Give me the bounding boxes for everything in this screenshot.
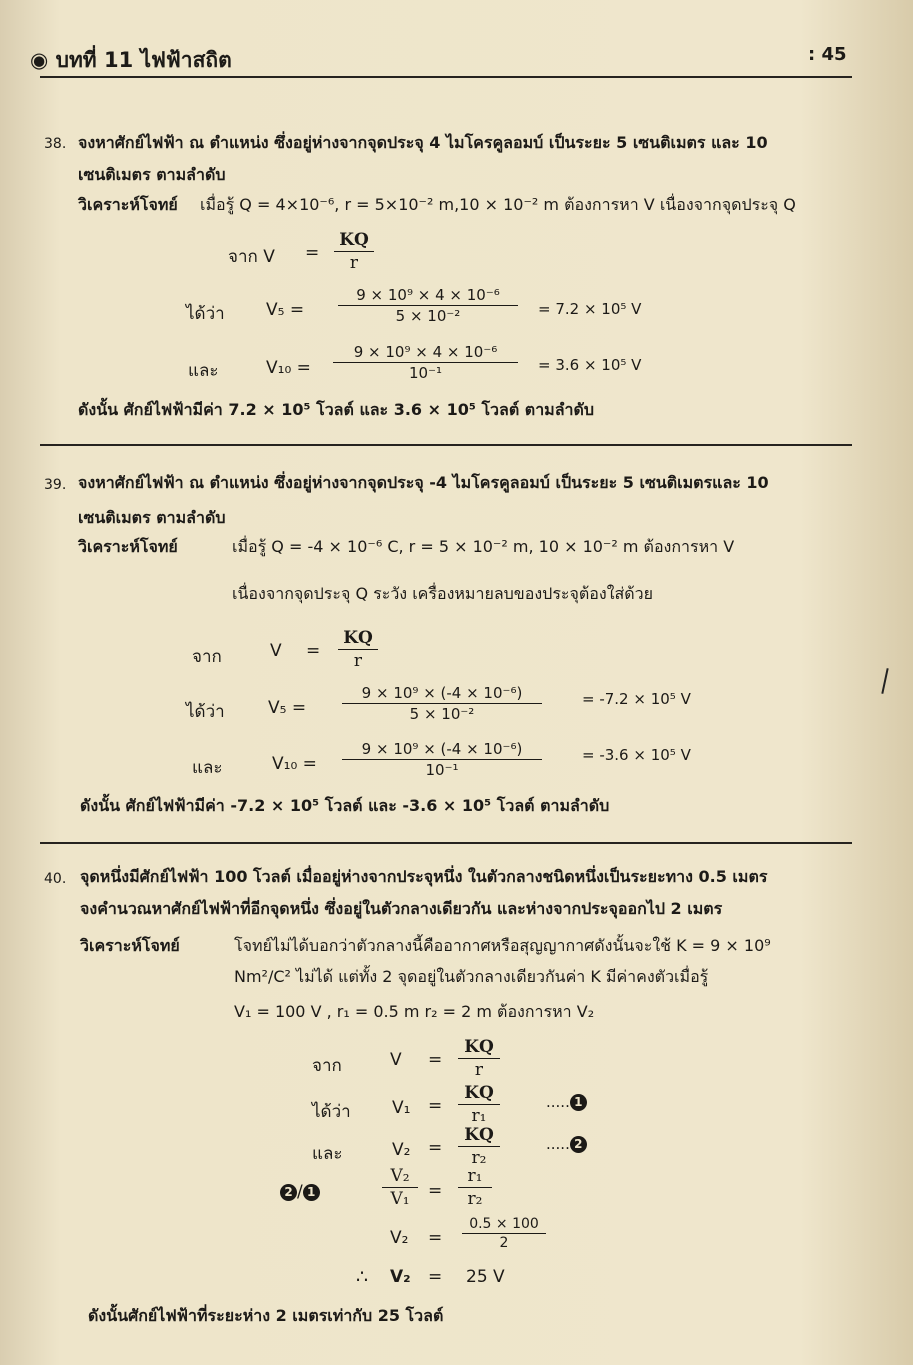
q38-from: จาก V [228, 247, 275, 267]
q40-eq1-numerator: KQ [464, 1083, 494, 1103]
therefore-symbol: ∴ [356, 1266, 369, 1288]
q38-formula-denominator: r [334, 251, 374, 273]
eq-ref-1-badge: 1 [570, 1094, 587, 1111]
q39-analysis-line2: เนื่องจากจุดประจุ Q ระวัง เครื่องหมายลบของประจุต้องใส่ด้วย [232, 584, 654, 603]
q40-ratio-right [458, 1166, 492, 1209]
q40-eq2-denominator: r₂ [458, 1146, 500, 1168]
q39-v10-fraction [342, 740, 542, 779]
q38-v10-result: = 3.6 × 10⁵ V [538, 356, 642, 374]
q39-got: ได้ว่า [186, 702, 225, 722]
q38-divider [40, 444, 852, 446]
q39-text-line2: เซนติเมตร ตามลำดับ [78, 508, 226, 527]
q39-formula-numerator: KQ [343, 628, 373, 648]
q40-eq1-denominator: r₁ [458, 1104, 500, 1126]
q40-ratio-left-numerator: V₂ [390, 1166, 410, 1186]
q39-v10-result: = -3.6 × 10⁵ V [582, 746, 691, 764]
q40-v2-denominator: 2 [462, 1233, 546, 1251]
q40-eq2-fraction [458, 1125, 500, 1168]
q40-v: V [390, 1050, 402, 1070]
q40-eq2: = [428, 1096, 443, 1116]
q39-divider [40, 842, 852, 844]
q40-formula-denominator: r [458, 1058, 500, 1080]
q40-analysis-label: วิเคราะห์โจทย์ [80, 936, 180, 955]
q39-v5-result: = -7.2 × 10⁵ V [582, 690, 691, 708]
q40-and: และ [312, 1144, 343, 1164]
q40-eq6: = [428, 1267, 443, 1287]
q38-analysis: เมื่อรู้ Q = 4×10⁻⁶, r = 5×10⁻² m,10 × 10⁻² m ต้องการหา V เนื่องจากจุดประจุ Q [200, 195, 796, 214]
q40-ratio-left-denominator: V₁ [382, 1187, 418, 1209]
q40-ratio-label: 2 / 1 [280, 1182, 320, 1202]
q40-number: 40. [44, 871, 67, 887]
q38-v5-numerator: 9 × 10⁹ × 4 × 10⁻⁶ [356, 286, 500, 304]
eq-ref-2-badge: 2 [570, 1136, 587, 1153]
q38-conclusion: ดังนั้น ศักย์ไฟฟ้ามีค่า 7.2 × 10⁵ โวลต์ และ 3.6 × 10⁵ โวลต์ ตามลำดับ [78, 400, 595, 419]
q38-v5-fraction [338, 286, 518, 325]
q39-formula-denominator: r [338, 649, 378, 671]
q38-v10-fraction [333, 343, 518, 382]
q40-v2-fraction [462, 1216, 546, 1251]
q40-ratio-right-denominator: r₂ [458, 1187, 492, 1209]
q38-analysis-label: วิเคราะห์โจทย์ [78, 195, 178, 214]
q38-number: 38. [44, 136, 67, 152]
q40-text-line2: จงคำนวณหาศักย์ไฟฟ้าที่อีกจุดหนึ่ง ซึ่งอยู่ในตัวกลางเดียวกัน และห่างจากประจุออกไป 2 เมตร [80, 899, 723, 918]
q40-v2-final: V₂ [390, 1267, 411, 1287]
q40-eq4: = [428, 1181, 443, 1201]
q38-v5-denominator: 5 × 10⁻² [338, 305, 518, 325]
ratio-ref-2-badge: 2 [280, 1184, 297, 1201]
ratio-ref-1-badge: 1 [303, 1184, 320, 1201]
page-number: : 45 [808, 44, 847, 65]
q40-v2-line: V₂ [390, 1228, 409, 1248]
q39-and: และ [192, 758, 223, 778]
q38-v10: V₁₀ = [266, 358, 311, 378]
q40-text-line1: จุดหนึ่งมีศักย์ไฟฟ้า 100 โวลต์ เมื่ออยู่ห่างจากประจุหนึ่ง ในตัวกลางชนิดหนึ่งเป็นระยะทาง 0.5 เมตร [80, 867, 768, 886]
q40-eq2-numerator: KQ [464, 1125, 494, 1145]
q38-and: และ [188, 361, 219, 381]
q40-eq1-dots: ..... [546, 1093, 570, 1111]
q40-conclusion: ดังนั้นศักย์ไฟฟ้าที่ระยะห่าง 2 เมตรเท่ากับ 25 โวลต์ [88, 1306, 444, 1325]
header-divider [40, 76, 852, 78]
q39-v5-fraction [342, 684, 542, 723]
q40-v1: V₁ [392, 1098, 411, 1118]
q39-v5: V₅ = [268, 698, 307, 718]
q38-v5-result: = 7.2 × 10⁵ V [538, 300, 642, 318]
q40-analysis-line2: Nm²/C² ไม่ได้ แต่ทั้ง 2 จุดอยู่ในตัวกลางเดียวกันค่า K มีค่าคงตัวเมื่อรู้ [234, 967, 709, 986]
q40-formula-numerator: KQ [464, 1037, 494, 1057]
q40-eq5: = [428, 1228, 443, 1248]
q38-got: ได้ว่า [186, 304, 225, 324]
q38-eq1: = [305, 243, 320, 263]
q39-v5-denominator: 5 × 10⁻² [342, 703, 542, 723]
q40-ratio-left [382, 1166, 418, 1209]
q40-got: ได้ว่า [312, 1102, 351, 1122]
q39-v: V [270, 641, 282, 661]
chapter-title: ◉ บทที่ 11 ไฟฟ้าสถิต [30, 48, 232, 72]
q39-text-line1: จงหาศักย์ไฟฟ้า ณ ตำแหน่ง ซึ่งอยู่ห่างจากจุดประจุ -4 ไมโครคูลอมบ์ เป็นระยะ 5 เซนติเมตรและ 10 [78, 473, 769, 492]
q39-analysis: เมื่อรู้ Q = -4 × 10⁻⁶ C, r = 5 × 10⁻² m, 10 × 10⁻² m ต้องการหา V [232, 537, 735, 556]
q38-formula [334, 230, 374, 273]
q40-v2: V₂ [392, 1140, 411, 1160]
margin-pen-mark [881, 668, 888, 694]
q39-eq1: = [306, 641, 321, 661]
q40-eq2-dots: ..... [546, 1135, 570, 1153]
q40-eq1-fraction [458, 1083, 500, 1126]
q40-eq2-ref [546, 1135, 587, 1153]
q38-v10-denominator: 10⁻¹ [333, 362, 518, 382]
q40-analysis-line1: โจทย์ไม่ได้บอกว่าตัวกลางนี้คืออากาศหรือสุญญากาศดังนั้นจะใช้ K = 9 × 10⁹ [234, 936, 771, 955]
q40-v2-numerator: 0.5 × 100 [469, 1216, 539, 1232]
q39-formula [338, 628, 378, 671]
q39-from: จาก [192, 647, 222, 667]
q40-from: จาก [312, 1056, 342, 1076]
q38-text-line2: เซนติเมตร ตามลำดับ [78, 165, 226, 184]
q38-text-line1: จงหาศักย์ไฟฟ้า ณ ตำแหน่ง ซึ่งอยู่ห่างจากจุดประจุ 4 ไมโครคูลอมบ์ เป็นระยะ 5 เซนติเมตร และ 10 [78, 133, 768, 152]
q39-v5-numerator: 9 × 10⁹ × (-4 × 10⁻⁶) [361, 684, 523, 702]
q40-formula [458, 1037, 500, 1080]
q39-conclusion: ดังนั้น ศักย์ไฟฟ้ามีค่า -7.2 × 10⁵ โวลต์ และ -3.6 × 10⁵ โวลต์ ตามลำดับ [80, 796, 610, 815]
q39-v10: V₁₀ = [272, 754, 317, 774]
q38-formula-numerator: KQ [339, 230, 369, 250]
q39-v10-denominator: 10⁻¹ [342, 759, 542, 779]
q39-v10-numerator: 9 × 10⁹ × (-4 × 10⁻⁶) [361, 740, 523, 758]
q40-eq1: = [428, 1050, 443, 1070]
q38-v10-numerator: 9 × 10⁹ × 4 × 10⁻⁶ [353, 343, 498, 361]
q40-ratio-right-numerator: r₁ [467, 1166, 483, 1186]
q38-v5: V₅ = [266, 300, 305, 320]
q39-analysis-label: วิเคราะห์โจทย์ [78, 537, 178, 556]
q40-result: 25 V [466, 1267, 505, 1287]
q40-eq1-ref [546, 1093, 587, 1111]
q39-number: 39. [44, 477, 67, 493]
q40-analysis-line3: V₁ = 100 V , r₁ = 0.5 m r₂ = 2 m ต้องการหา V₂ [234, 1002, 595, 1021]
q40-eq3: = [428, 1138, 443, 1158]
